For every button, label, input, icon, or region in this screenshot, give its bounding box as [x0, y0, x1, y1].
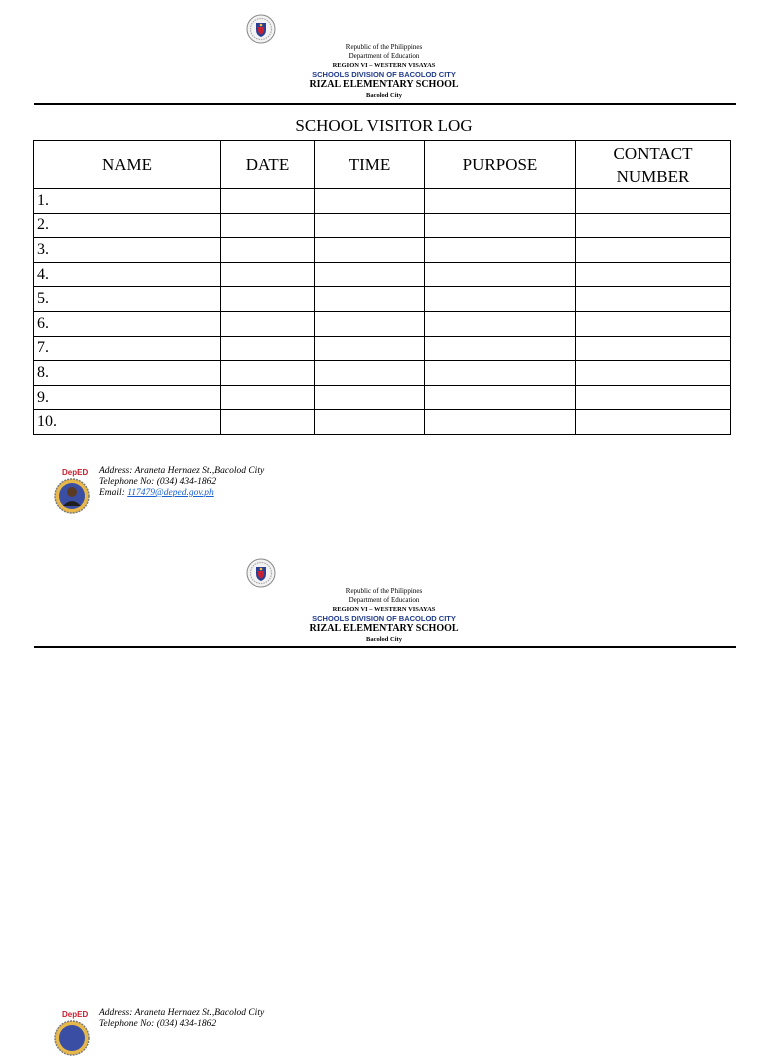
school-badge-icon	[50, 1008, 94, 1056]
address-line: Address: Araneta Hernaez St.,Bacolod City	[99, 1008, 265, 1018]
table-row	[34, 262, 731, 287]
row-number: 3.	[34, 238, 221, 263]
row-number: 4.	[34, 262, 221, 287]
column-header-purpose: PURPOSE	[425, 141, 576, 189]
visitor-log-table	[33, 140, 731, 435]
column-header-name: NAME	[34, 141, 221, 189]
table-header-row	[34, 141, 731, 189]
city-line: Bacolod City	[366, 636, 402, 643]
school-name: RIZAL ELEMENTARY SCHOOL	[309, 623, 459, 634]
purpose-cell[interactable]	[425, 336, 576, 361]
contact-info	[99, 466, 264, 499]
header-divider	[34, 103, 736, 105]
page-title: SCHOOL VISITOR LOG	[295, 116, 473, 135]
row-number: 7.	[34, 336, 221, 361]
department-line: Department of Education	[348, 52, 420, 60]
svg-text:DepED: DepED	[62, 468, 89, 477]
row-number: 10.	[34, 410, 221, 435]
time-cell[interactable]	[315, 287, 425, 312]
contact-info	[99, 1008, 264, 1030]
date-cell[interactable]	[221, 287, 315, 312]
date-cell[interactable]	[221, 385, 315, 410]
time-cell[interactable]	[315, 361, 425, 386]
school-name: RIZAL ELEMENTARY SCHOOL	[309, 79, 459, 90]
contact-cell[interactable]	[576, 262, 731, 287]
telephone-line: Telephone No: (034) 434-1862	[99, 1019, 217, 1029]
time-cell[interactable]	[315, 262, 425, 287]
deped-seal-icon	[246, 14, 276, 44]
region-line: REGION VI – WESTERN VISAYAS	[332, 62, 436, 69]
department-line: Department of Education	[348, 596, 420, 604]
date-cell[interactable]	[221, 238, 315, 263]
date-cell[interactable]	[221, 262, 315, 287]
column-header-contact-number: CONTACT NUMBER	[576, 141, 731, 189]
republic-line: Republic of the Philippines	[345, 587, 423, 595]
contact-cell[interactable]	[576, 189, 731, 214]
contact-cell[interactable]	[576, 287, 731, 312]
date-cell[interactable]	[221, 213, 315, 238]
time-cell[interactable]	[315, 311, 425, 336]
telephone-line: Telephone No: (034) 434-1862	[99, 477, 217, 487]
time-cell[interactable]	[315, 238, 425, 263]
date-cell[interactable]	[221, 410, 315, 435]
table-row	[34, 336, 731, 361]
purpose-cell[interactable]	[425, 238, 576, 263]
table-row	[34, 410, 731, 435]
contact-cell[interactable]	[576, 238, 731, 263]
address-line: Address: Araneta Hernaez St.,Bacolod City	[99, 466, 265, 476]
purpose-cell[interactable]	[425, 287, 576, 312]
contact-cell[interactable]	[576, 213, 731, 238]
contact-cell[interactable]	[576, 385, 731, 410]
date-cell[interactable]	[221, 361, 315, 386]
time-cell[interactable]	[315, 189, 425, 214]
date-cell[interactable]	[221, 311, 315, 336]
row-number: 9.	[34, 385, 221, 410]
contact-cell[interactable]	[576, 361, 731, 386]
purpose-cell[interactable]	[425, 385, 576, 410]
table-row	[34, 189, 731, 214]
header-text	[230, 43, 538, 100]
republic-line: Republic of the Philippines	[345, 43, 423, 51]
svg-text:DepED: DepED	[62, 1010, 89, 1019]
table-row	[34, 311, 731, 336]
division-line: SCHOOLS DIVISION OF BACOLOD CITY	[312, 614, 456, 623]
purpose-cell[interactable]	[425, 311, 576, 336]
date-cell[interactable]	[221, 336, 315, 361]
purpose-cell[interactable]	[425, 189, 576, 214]
email-line	[99, 488, 264, 499]
table-row	[34, 238, 731, 263]
city-line: Bacolod City	[366, 92, 402, 99]
time-cell[interactable]	[315, 336, 425, 361]
table-row	[34, 287, 731, 312]
contact-cell[interactable]	[576, 336, 731, 361]
row-number: 1.	[34, 189, 221, 214]
row-number: 8.	[34, 361, 221, 386]
contact-cell[interactable]	[576, 311, 731, 336]
column-header-date: DATE	[221, 141, 315, 189]
time-cell[interactable]	[315, 410, 425, 435]
row-number: 2.	[34, 213, 221, 238]
email-label: Email:	[99, 488, 128, 498]
deped-seal-icon	[246, 558, 276, 588]
table-row	[34, 361, 731, 386]
purpose-cell[interactable]	[425, 410, 576, 435]
table-row	[34, 385, 731, 410]
region-line: REGION VI – WESTERN VISAYAS	[332, 606, 436, 613]
contact-cell[interactable]	[576, 410, 731, 435]
purpose-cell[interactable]	[425, 361, 576, 386]
purpose-cell[interactable]	[425, 213, 576, 238]
header-divider	[34, 646, 736, 648]
header-text	[230, 587, 538, 644]
table-row	[34, 213, 731, 238]
division-line: SCHOOLS DIVISION OF BACOLOD CITY	[312, 70, 456, 79]
purpose-cell[interactable]	[425, 262, 576, 287]
date-cell[interactable]	[221, 189, 315, 214]
school-badge-icon	[50, 466, 94, 514]
time-cell[interactable]	[315, 385, 425, 410]
row-number: 6.	[34, 311, 221, 336]
column-header-time: TIME	[315, 141, 425, 189]
time-cell[interactable]	[315, 213, 425, 238]
email-link[interactable]: 117479@deped.gov.ph	[127, 488, 214, 498]
row-number: 5.	[34, 287, 221, 312]
